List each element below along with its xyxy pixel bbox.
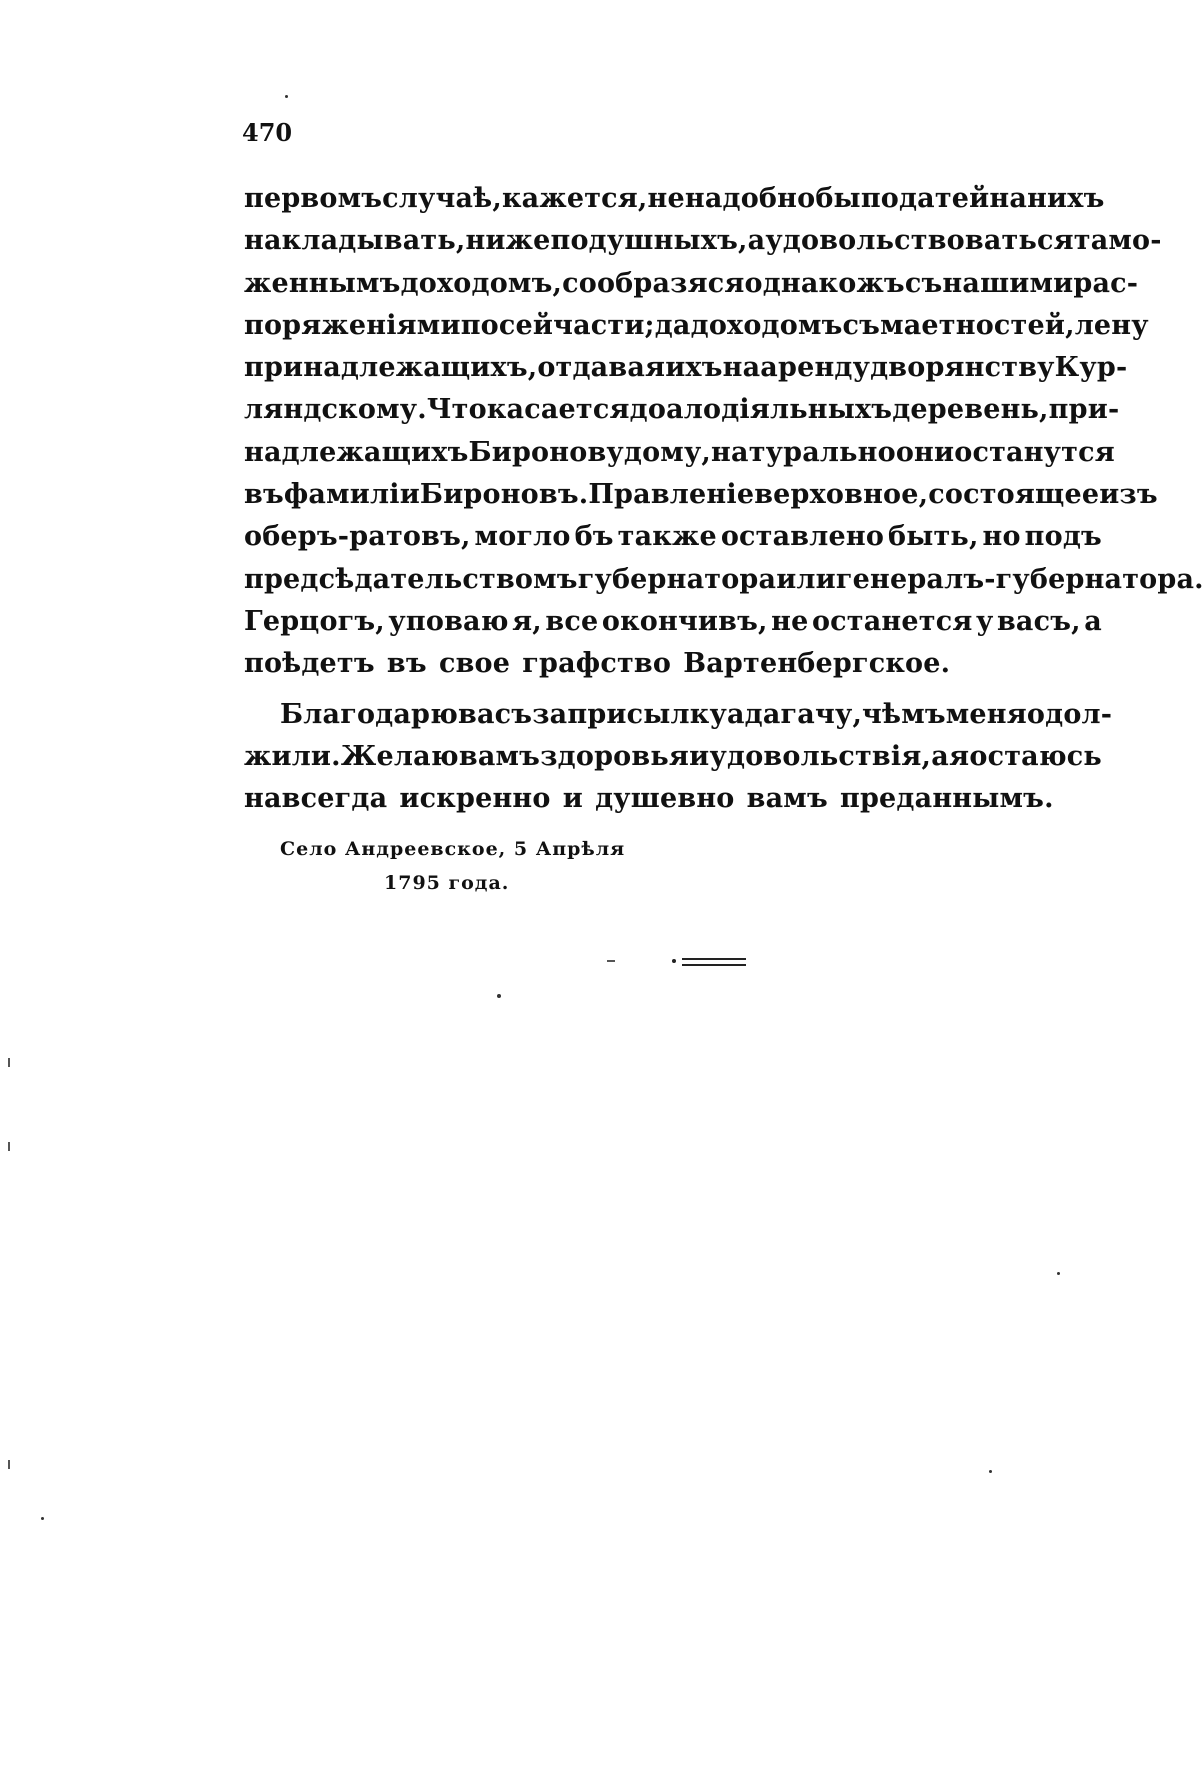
- word: не: [647, 183, 685, 214]
- word: доходомъ,: [400, 267, 563, 299]
- word: предсѣдательствомъ: [244, 563, 578, 595]
- word: однакожъ: [744, 267, 905, 299]
- print-speck: [285, 95, 288, 98]
- letter-signature: [280, 832, 625, 900]
- word: ихъ: [665, 352, 723, 384]
- word: кажется,: [501, 183, 648, 214]
- word: за: [532, 698, 568, 730]
- word: уповаю: [388, 605, 509, 637]
- word: на: [722, 352, 761, 384]
- word: сей: [498, 309, 554, 341]
- word: принадлежащихъ,: [244, 352, 538, 384]
- word: а: [931, 740, 949, 772]
- place-date: Село Андреевское, 5 Апрѣля: [280, 838, 626, 860]
- text-line: [244, 643, 1102, 685]
- word: васъ,: [996, 605, 1081, 637]
- word: маетностей,: [880, 309, 1075, 341]
- word: деревень,: [892, 394, 1049, 426]
- word: остаюсь: [969, 740, 1102, 772]
- word: навсегда: [244, 783, 388, 815]
- word: искренно: [399, 783, 551, 815]
- print-speck: [989, 1470, 992, 1473]
- print-speck: [41, 1517, 44, 1520]
- word: я: [949, 740, 970, 772]
- word: вамъ: [458, 740, 541, 772]
- paragraph: [244, 694, 1113, 821]
- word: дворянству: [870, 352, 1055, 384]
- word: отдавая: [537, 352, 666, 384]
- word: фамиліи: [283, 479, 420, 511]
- word: Биронову: [468, 436, 624, 468]
- word: Вартенбергское.: [683, 648, 951, 680]
- margin-mark: [8, 1058, 10, 1067]
- divider-dot: [672, 959, 676, 963]
- word: губернатора: [577, 563, 777, 595]
- text-line: [244, 220, 1162, 262]
- word: случаѣ,: [382, 183, 502, 214]
- word: на: [989, 183, 1028, 214]
- word: состоящее: [928, 479, 1100, 511]
- word: дому,: [623, 436, 712, 468]
- section-divider: [682, 958, 746, 966]
- word: по: [460, 309, 499, 341]
- word: Правленіе: [588, 479, 755, 511]
- word: бъ: [574, 521, 614, 553]
- word: и: [689, 740, 710, 772]
- text-line: [244, 178, 1105, 220]
- word: Благодарю: [280, 698, 459, 730]
- word: вамъ: [746, 783, 828, 815]
- word: Герцогъ,: [244, 605, 385, 637]
- word: Желаю: [340, 740, 459, 772]
- word: съ: [904, 267, 943, 299]
- word: Бироновъ.: [419, 479, 589, 511]
- text-line: [244, 263, 1139, 305]
- text-line: [244, 474, 1158, 516]
- word: поряженіями: [244, 309, 461, 341]
- word: лену: [1074, 309, 1149, 341]
- word: или: [776, 563, 836, 595]
- text-line: [244, 347, 1128, 389]
- word: они: [895, 436, 955, 468]
- text-line: [244, 736, 1102, 778]
- text-line: [244, 601, 1102, 643]
- word: накладывать,: [244, 225, 466, 257]
- word: жили.: [244, 740, 341, 772]
- word: изъ: [1099, 479, 1158, 511]
- word: оберъ-ратовъ,: [244, 521, 471, 553]
- word: доходомъ: [690, 309, 843, 341]
- word: надобно: [684, 183, 816, 214]
- word: съ: [842, 309, 881, 341]
- text-line: [244, 305, 1149, 347]
- word: меня: [945, 698, 1027, 730]
- year: 1795 года.: [384, 872, 510, 894]
- word: преданнымъ.: [840, 783, 1054, 815]
- word: я,: [512, 605, 542, 637]
- word: надлежащихъ: [244, 436, 469, 468]
- word: натурально: [711, 436, 896, 468]
- text-line: [244, 778, 1102, 820]
- word: подушныхъ,: [550, 225, 748, 257]
- word: также: [617, 521, 717, 553]
- word: бы: [815, 183, 861, 214]
- print-speck: [607, 960, 615, 962]
- text-line: [244, 694, 1113, 736]
- word: свое: [438, 648, 511, 680]
- text-line: [244, 559, 1204, 601]
- word: Кур-: [1054, 352, 1128, 384]
- word: ниже: [465, 225, 551, 257]
- word: поѣдетъ: [244, 648, 375, 680]
- word: удовольствоваться: [765, 225, 1074, 257]
- word: останутся: [954, 436, 1115, 468]
- word: части;: [553, 309, 655, 341]
- page-number: 470: [242, 118, 293, 147]
- word: оставлено: [720, 521, 885, 553]
- paragraph: [244, 178, 1204, 686]
- word: одол-: [1026, 698, 1113, 730]
- word: до: [629, 394, 667, 426]
- word: но: [982, 521, 1021, 553]
- word: и: [562, 783, 583, 815]
- word: все: [545, 605, 599, 637]
- word: въ: [244, 479, 284, 511]
- word: нихъ: [1027, 183, 1105, 214]
- word: а: [1084, 605, 1102, 637]
- word: рас-: [1073, 267, 1139, 299]
- word: чѣмъ: [862, 698, 946, 730]
- word: да: [654, 309, 691, 341]
- word: не: [771, 605, 809, 637]
- word: у: [975, 605, 994, 637]
- word: ляндскому.: [244, 394, 427, 426]
- text-line: [244, 516, 1102, 558]
- word: а: [747, 225, 766, 257]
- print-speck: [1057, 1272, 1060, 1275]
- word: тамо-: [1073, 225, 1162, 257]
- word: алодіяльныхъ: [666, 394, 893, 426]
- word: душевно: [595, 783, 735, 815]
- word: могло: [474, 521, 571, 553]
- word: сообразяся: [562, 267, 745, 299]
- word: касается: [486, 394, 630, 426]
- word: присылку: [567, 698, 727, 730]
- word: при-: [1048, 394, 1120, 426]
- word: нашими: [942, 267, 1074, 299]
- word: графство: [522, 648, 672, 680]
- word: удовольствія,: [709, 740, 932, 772]
- word: быть,: [888, 521, 979, 553]
- word: васъ: [458, 698, 533, 730]
- word: адагачу,: [726, 698, 863, 730]
- text-line: [244, 389, 1120, 431]
- print-speck: [497, 994, 501, 998]
- word: въ: [386, 648, 427, 680]
- word: здоровья: [540, 740, 690, 772]
- word: аренду: [760, 352, 871, 384]
- word: женнымъ: [244, 267, 401, 299]
- word: останется: [811, 605, 973, 637]
- word: окончивъ,: [601, 605, 768, 637]
- margin-mark: [8, 1460, 10, 1469]
- margin-mark: [8, 1142, 10, 1151]
- word: первомъ: [244, 183, 383, 214]
- word: верховное,: [754, 479, 929, 511]
- word: подъ: [1024, 521, 1102, 553]
- word: податей: [860, 183, 990, 214]
- letter-body: [244, 178, 1204, 820]
- text-line: [244, 432, 1115, 474]
- word: генералъ-губернатора.: [835, 563, 1204, 595]
- word: Что: [426, 394, 487, 426]
